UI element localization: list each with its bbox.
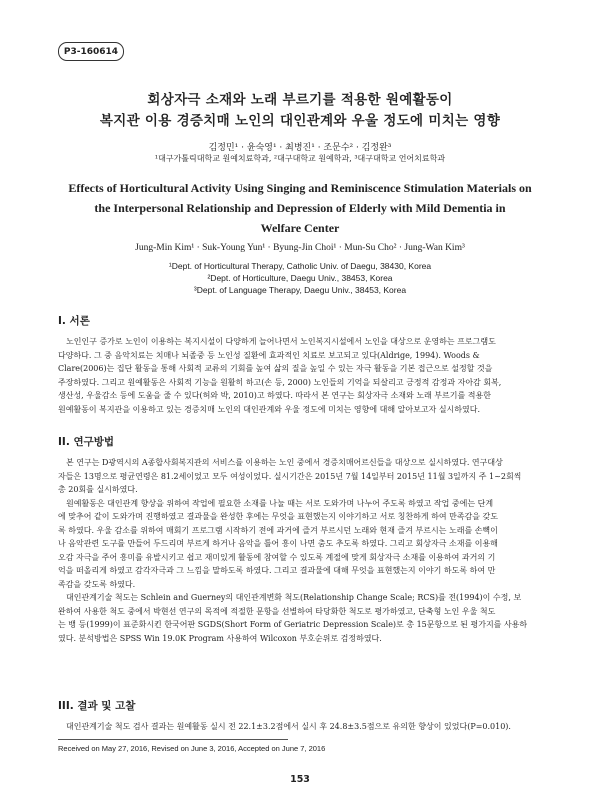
body-line: 나 음악관련 도구를 만들어 두드리며 부르게 하거나 음악을 틀어 흥이 나면 춤도 추도록 하였다. 그리고 회상자극 소재를 이용해 — [58, 539, 498, 548]
body-line: 족감을 갖도록 하였다. — [58, 579, 136, 589]
introduction-body — [58, 335, 542, 416]
paper-id-badge: P3-160614 — [58, 42, 124, 61]
body-line: 원예활동이 복지관을 이용하고 있는 경증치매 노인의 대인관계와 우울 정도에 미치는 영향에 대해 알아보고자 실시하였다. — [58, 404, 480, 414]
section-heading-introduction: I. 서론 — [58, 315, 90, 327]
korean-authors: 김정민¹ · 윤숙영¹ · 최병진¹ · 조문수² · 김정완³ — [208, 143, 392, 153]
section-heading-methods: II. 연구방법 — [58, 436, 115, 448]
page-number: 153 — [290, 774, 310, 785]
english-affiliation-3: ³Dept. of Language Therapy, Daegu Univ., 38453, Korea — [193, 285, 407, 295]
body-line: 노인인구 증가로 노인이 이용하는 복지시설이 다양하게 늘어나면서 노인복지시설에서 노인을 대상으로 운영하는 프로그램도 — [66, 337, 496, 346]
english-affiliation-2: ²Dept. of Horticulture, Daegu Univ., 38453, Korea — [207, 273, 393, 283]
body-line: 억을 떠올리게 하였고 감각자극과 그 느낌을 말하도록 하였다. 그리고 결과물에 대해 무엇을 표현했는지 이야기 하도록 하여 만 — [58, 566, 496, 575]
body-line: 록 하였다. 우울 감소를 위하여 매회기 프로그램 시작하기 전에 과거에 즐겨 부르시던 노래와 현재 즐겨 부르시는 노래를 손뼉이 — [58, 525, 498, 535]
methods-body — [58, 456, 542, 645]
body-line: 주장하였다. 그리고 원예활동은 사회적 기능을 원활히 하고(손 등, 2000) 노인들의 기억을 되살리고 긍정적 감정과 자아감 회복, — [58, 377, 502, 387]
body-line: 대인관계기술 척도는 Schlein and Guerney의 대인관계변화 척도(Relationship Change Scale; RCS)를 전(1994)이 수정, 보 — [66, 593, 522, 602]
body-line: 에 맞추어 같이 도와가며 진행하였고 결과물을 완성한 후에는 무엇을 표현했는지 이야기하고 서로 칭찬하게 하여 만족감을 갖도 — [58, 512, 498, 521]
body-line: 원예활동은 대인관계 향상을 위하여 작업에 필요한 소재를 나눌 때는 서로 도와가며 나누어 주도록 하였고 작업 중에는 단계 — [66, 498, 494, 508]
body-line: 대인관계기술 척도 검사 결과는 원예활동 실시 전 22.1±3.2점에서 실시 후 24.8±3.5점으로 유의한 향상이 있었다(P=0.010). — [66, 722, 511, 731]
body-line: 는 뱅 등(1999)이 표준화시킨 한국어판 SGDS(Short Form of Geriatric Depression Scale)로 총 15문항으로 된 평가지를 사용하 — [58, 620, 528, 629]
english-authors: Jung-Min Kim¹ · Suk-Young Yun¹ · Byung-Jin Choi¹ · Mun-Su Cho² · Jung-Wan Kim³ — [135, 243, 465, 253]
body-line: 총 20회를 실시하였다. — [58, 485, 138, 494]
body-line: 오감 자극을 주어 흥미를 유발시키고 쉽고 재미있게 활동에 참여할 수 있도록 계절에 맞게 회상자극 소재를 이용하여 과거의 기 — [58, 552, 496, 562]
english-title-line-2: the Interpersonal Relationship and Depression of Elderly with Mild Dementia in — [94, 201, 506, 215]
body-line: 자들은 13명으로 평균연령은 81.2세이었고 모두 여성이었다. 실시기간은 2015년 7월 14일부터 2015년 11월 3일까지 주 1~2회씩 — [58, 471, 522, 481]
english-title-line-1: Effects of Horticultural Activity Using Singing and Reminiscence Stimulation Materials on — [68, 181, 532, 195]
received-note: Received on May 27, 2016, Revised on June 3, 2016, Accepted on June 7, 2016 — [58, 744, 326, 753]
footnote-divider — [58, 739, 288, 740]
body-line: Clare(2006)는 집단 활동을 통해 사회적 교류의 기회를 높여 삶의 질을 높일 수 있는 자극 활동을 기본 접근으로 설정할 것을 — [58, 364, 493, 373]
results-body — [58, 720, 542, 734]
section-heading-results: III. 결과 및 고찰 — [58, 700, 136, 712]
english-affiliation-1: ¹Dept. of Horticultural Therapy, Catholic Univ. of Daegu, 38430, Korea — [168, 261, 432, 271]
body-line: 완하여 사용한 척도 중에서 박현선 연구의 목적에 적절한 문항을 선별하여 타당화한 척도로 평가하였고, 단축형 노인 우울 척도 — [58, 606, 496, 616]
body-line: 다양하다. 그 중 음악치료는 치매나 뇌졸중 등 노인성 질환에 효과적인 치료로 보고되고 있다(Aldrige, 1994). Woods & — [58, 350, 480, 360]
body-line: 였다. 분석방법은 SPSS Win 19.0K Program 사용하여 Wilcoxon 부호순위로 검정하였다. — [58, 633, 382, 643]
korean-affiliations: ¹대구가톨릭대학교 원예치료학과, ²대구대학교 원예학과, ³대구대학교 언어치료학과 — [154, 154, 446, 163]
korean-title-line-2: 복지관 이용 경증치매 노인의 대인관계와 우울 정도에 미치는 영향 — [99, 113, 501, 129]
body-line: 본 연구는 D광역시의 A종합사회복지관의 서비스를 이용하는 노인 중에서 경증치매어르신들을 대상으로 실시하였다. 연구대상 — [66, 458, 503, 467]
body-line: 생산성, 우울감소 등에 도움을 줄 수 있다(허와 박, 2010)고 하였다. 따라서 본 연구는 회상자극 소재와 노래 부르기를 적용한 — [58, 391, 491, 400]
korean-title-line-1: 회상자극 소재와 노래 부르기를 적용한 원예활동이 — [147, 92, 453, 108]
english-title-line-3: Welfare Center — [260, 221, 340, 235]
